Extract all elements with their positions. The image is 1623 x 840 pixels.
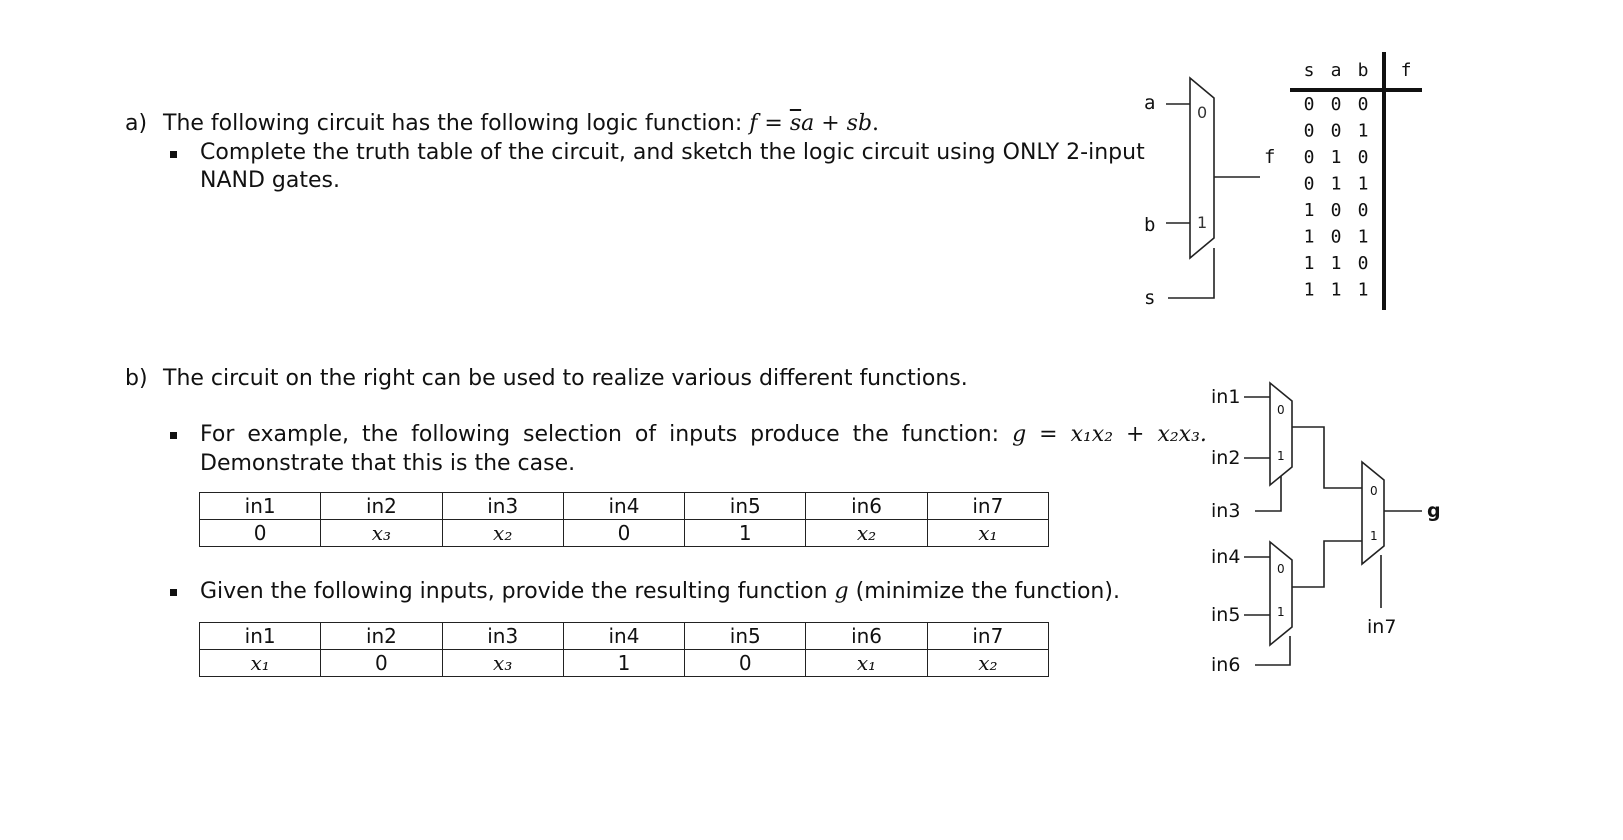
part-b-example: For example, the following selection of inputs produce the function: g = x₁x₂ + x₂x₃. <box>200 422 1207 447</box>
table-cell: 0 <box>321 650 442 677</box>
mux-b-input-in7: in7 <box>1367 616 1397 638</box>
mux-b1-port0: 0 <box>1277 403 1285 417</box>
table-cell: in4 <box>563 623 684 650</box>
part-a-label: a) <box>125 111 148 136</box>
table-cell: x₃ <box>321 520 442 547</box>
truth-table-cell: 1 <box>1357 173 1369 195</box>
mux-a-input-a: a <box>1144 92 1156 114</box>
truth-table-cell: 0 <box>1330 94 1342 115</box>
truth-table-cell: 1 <box>1357 279 1369 301</box>
formula-f: $f = \overline{s}a$ + sb. <box>749 111 880 136</box>
mux-b-input-in1: in1 <box>1211 386 1241 408</box>
mux-a-select: s <box>1144 287 1156 309</box>
mux-a-port1: 1 <box>1197 213 1208 232</box>
table-cell: x₂ <box>927 650 1048 677</box>
mux-b-input-in2: in2 <box>1211 447 1241 469</box>
table-cell: x₁ <box>806 650 927 677</box>
table-cell: x₃ <box>442 650 563 677</box>
mux-b-input-in6: in6 <box>1211 654 1241 676</box>
truth-table-cell: 1 <box>1303 226 1315 248</box>
table-cell: x₂ <box>442 520 563 547</box>
table-cell: x₁ <box>927 520 1048 547</box>
truth-table-cell: 1 <box>1303 253 1315 274</box>
formula-g-example: g = x₁x₂ + x₂x₃. <box>1012 422 1207 447</box>
truth-table-cell: 1 <box>1303 279 1315 301</box>
truth-table-cell: 0 <box>1303 120 1315 142</box>
mux-a-output: f <box>1264 146 1276 168</box>
mux-b-input-in3: in3 <box>1211 500 1241 522</box>
table-cell: in6 <box>806 623 927 650</box>
mux-b2-body <box>1270 542 1292 645</box>
part-b-given: Given the following inputs, provide the resulting function g (minimize the function). <box>200 579 1120 604</box>
mux-b3-port1: 1 <box>1370 529 1378 543</box>
table-cell: in2 <box>321 623 442 650</box>
part-b-label: b) <box>125 366 148 391</box>
table-cell: in3 <box>442 493 563 520</box>
mux-b3-port0: 0 <box>1370 484 1378 498</box>
mux-b1-body <box>1270 383 1292 485</box>
truth-table-cell: 0 <box>1357 253 1369 274</box>
truth-table-cell: 1 <box>1330 253 1342 274</box>
tt-header-f: f <box>1400 60 1412 81</box>
truth-table-cell: 0 <box>1303 94 1315 115</box>
part-a-bullet-line1: Complete the truth table of the circuit, and sketch the logic circuit using ONLY 2-input <box>200 140 1145 165</box>
part-b-intro: The circuit on the right can be used to realize various different functions. <box>163 366 968 391</box>
truth-table-cell: 1 <box>1357 120 1369 142</box>
table-cell: in1 <box>200 623 321 650</box>
part-b-example-line2: Demonstrate that this is the case. <box>200 451 576 476</box>
mux-b2-port1: 1 <box>1277 605 1285 619</box>
truth-table-cell: 0 <box>1330 200 1342 221</box>
truth-table-cell: 0 <box>1357 147 1369 168</box>
mux-a-port0: 0 <box>1197 103 1208 122</box>
table-cell: in3 <box>442 623 563 650</box>
table-cell: in6 <box>806 493 927 520</box>
truth-table-cell: 1 <box>1330 173 1342 195</box>
table-cell: in4 <box>563 493 684 520</box>
part-a-bullet-line2: NAND gates. <box>200 168 340 193</box>
table-cell: 0 <box>200 520 321 547</box>
table-cell: in5 <box>685 493 806 520</box>
mux-b2-port0: 0 <box>1277 562 1285 576</box>
truth-table <box>1290 52 1422 310</box>
table-cell: 0 <box>685 650 806 677</box>
mux-b-input-in4: in4 <box>1211 546 1241 568</box>
tt-header-s: s <box>1303 60 1315 81</box>
table-cell: 1 <box>685 520 806 547</box>
mux-a <box>1166 78 1260 298</box>
truth-table-cell: 1 <box>1303 200 1315 221</box>
table-cell: 0 <box>563 520 684 547</box>
table-cell: in1 <box>200 493 321 520</box>
tt-header-b: b <box>1357 60 1369 81</box>
truth-table-cell: 0 <box>1357 200 1369 221</box>
truth-table-cell: 0 <box>1330 120 1342 142</box>
table-cell: x₁ <box>200 650 321 677</box>
table-cell: x₂ <box>806 520 927 547</box>
mux-a-input-b: b <box>1144 214 1156 236</box>
table-cell: in2 <box>321 493 442 520</box>
truth-table-cell: 0 <box>1357 94 1369 115</box>
tt-header-a: a <box>1330 60 1342 81</box>
truth-table-cell: 1 <box>1330 147 1342 168</box>
truth-table-cell: 0 <box>1303 173 1315 195</box>
truth-table-cell: 1 <box>1330 279 1342 301</box>
part-a-text: The following circuit has the following logic function: <box>163 111 743 136</box>
mux-b-output-g: g <box>1427 500 1441 522</box>
mux-b-input-in5: in5 <box>1211 604 1241 626</box>
table-cell: 1 <box>563 650 684 677</box>
table-cell: in5 <box>685 623 806 650</box>
mux-b1-port1: 1 <box>1277 449 1285 463</box>
truth-table-cell: 1 <box>1357 226 1369 248</box>
table-cell: in7 <box>927 493 1048 520</box>
table-cell: in7 <box>927 623 1048 650</box>
truth-table-cell: 0 <box>1330 226 1342 248</box>
formula-g-given: g <box>834 579 849 604</box>
truth-table-cell: 0 <box>1303 147 1315 168</box>
mux-b3-body <box>1362 462 1384 564</box>
